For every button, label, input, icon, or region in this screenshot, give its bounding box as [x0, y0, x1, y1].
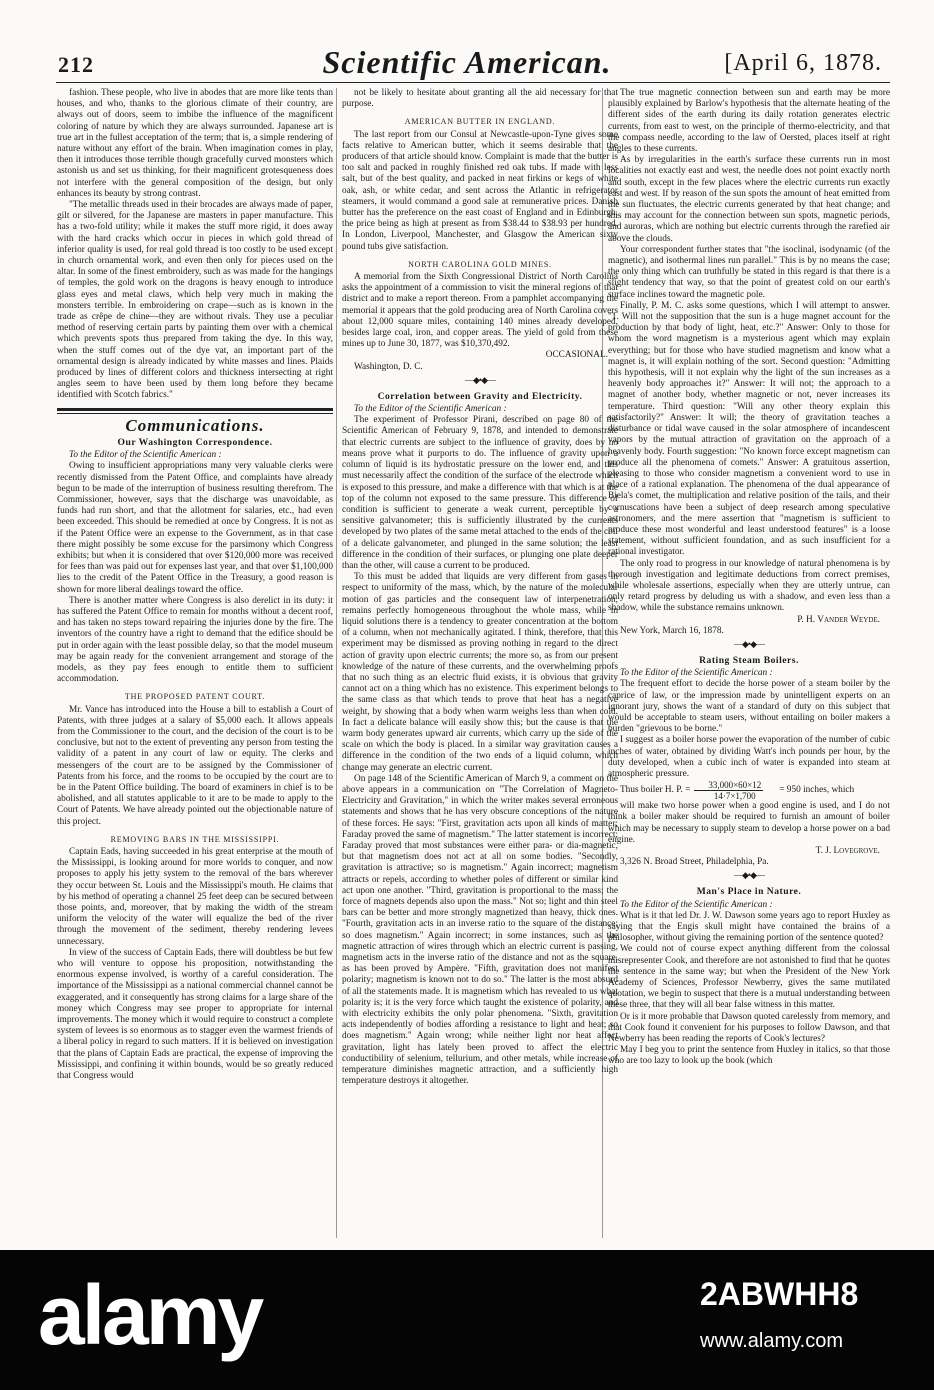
subheading: AMERICAN BUTTER IN ENGLAND. — [404, 117, 556, 127]
editor-line: To the Editor of the Scientific American : — [620, 899, 773, 910]
paragraph: not be likely to hesitate about granting all the aid necessary for that purpose. — [342, 88, 618, 110]
article-heading: Rating Steam Boilers. — [699, 654, 799, 666]
paragraph: What is it that led Dr. J. W. Dawson some years ago to report Huxley as saying that the Engis skull might have contained the brains of a philosopher, without giving the remaining portion of the sentence quoted? — [608, 910, 890, 944]
formula-numerator: 33,000×60×12 — [694, 780, 763, 791]
paragraph: Captain Eads, having succeeded in his great enterprise at the mouth of the Mississippi, is looking around for more worlds to conquer, and now proposes to apply his jetty system to the removal of the bars wherever they occur between St. Louis and the Mississippi's mouth. He claims that by his method of operating a channel 25 feet deep can be secured between those points, and, moreover, that by making the width of the stream uniform the velocity of the water will equalize the bed of the river through the movement of the sediment, thereby rendering levees unnecessary. — [57, 847, 333, 947]
paragraph: May I beg you to print the sentence from Huxley in italics, so that those who are too lazy to look up the book (which — [608, 1045, 890, 1067]
separator-ornament: —◆•◆— — [734, 638, 764, 649]
paragraph: The true magnetic connection between sun and earth may be more plausibly explained by Barlow's hypothesis that the alternate heating of the different sides of the earth during its daily rotation generates electric currents, from east to west, on the principle of thermo-electricity, and that the compass needle, according to the law of Oersted, places itself at right angles to these currents. — [608, 88, 890, 155]
column-divider — [336, 88, 337, 1238]
column-3 — [608, 88, 890, 1238]
paragraph: The last report from our Consul at Newcastle-upon-Tyne gives some facts relative to American butter, which it seems desirable that the producers of that article should know. Complaint is made that the butter is too salt and packed in roughly finished red oak tubs. If made with less salt, but of the best quality, and packed in neat firkins or kegs of white oak, ash, or white cedar, and sent across the Atlantic in refrigerator steamers, it would command a good sale at remunerative prices. Danish butter has the preference on the east coast of England and in Edinburgh, the price being as high at present as from $38.44 to $38.93 per hundred. In London, Liverpool, Manchester, and Glasgow the American sixty pound tubs give satisfaction. — [342, 129, 618, 252]
section-heading: Communications. — [125, 415, 265, 435]
paragraph: A memorial from the Sixth Congressional District of North Carolina asks the appointment of a commission to visit the mineral regions of that district and to make a report thereon. From a pamphlet accompanying the memorial it appears that the gold producing area of North Carolina covers about 12,000 square miles, containing 140 mines already developed, besides large coal, iron, and copper areas. The yield of gold from these mines up to June 30, 1877, was $10,370,492. — [342, 272, 618, 350]
alamy-logo — [38, 1266, 338, 1366]
paragraph: We could not of course expect anything different from the colossal misrepresenter Cook, and therefore are not astonished to find that he quotes the sentence in the same way; but when the President of the New York Academy of Sciences, Professor Newberry, gives the same mutilated quotation, we begin to suspect that there is a mutual understanding between these three, that they will all bear false witness in this matter. — [608, 944, 890, 1011]
paragraph: To this must be added that liquids are very different from gases in respect to uniformity of the mass, which, by the nature of the molecular motion of gas particles and the consequent law of interpenetration, remains perfectly homogeneous throughout the whole mass, while in liquid solutions there is a tendency to greater concentration at the bottom of a column, when not mechanically agitated. I think, therefore, that this experiment may be dismissed as proving nothing in regard to the direct action of gravity upon electric currents; the more so, as from our present knowledge of the nature of these currents, and the overwhelming proofs that no such thing as an electric fluid exists, it is obvious that gravity cannot act on a thing which has no existence. This experiment belongs to the same class as that which tends to prove that heat has a negative weight, by showing that a body when warm weighs less than when cold. In fact a delicate balance will easily show this; but the cause is that the warm body generates upward air currents, which carry up the side of the scale on which the body is placed. In a similar way gravitation causes a difference in the condition of the two ends of a liquid column, which change may generate an electric current. — [342, 572, 618, 773]
separator-ornament: —◆•◆— — [734, 870, 764, 881]
paragraph: Or is it more probable that Dawson quoted carelessly from memory, and that Cook found it convenient for his purposes to follow Dawson, and that Newberry has been reading the reports of Cook's lectures? — [608, 1011, 890, 1045]
subheading: NORTH CAROLINA GOLD MINES. — [408, 259, 552, 269]
paragraph: Finally, P. M. C. asks some questions, which I will attempt to answer. "1. Will not the supposition that the sun is a huge magnet account for the production by that body of light, heat, etc.?" Answer: Only to those for whom the word magnetism is a mysterious agent which may explain everything; but for those who have studied magnetism and know what a magnet is, it will explain nothing of the sort. Second question: "Admitting this hypothesis, will it not explain why the light of the sun increases as a heavenly body approaches it?" Answer: It will not; the approach to a magnet of another body, whether magnetic or not, never increases its temperature. Third question: "Will any other theory explain this satisfactorily?" Answer: It will; the theory of gravitation teaches a disturbance or tidal wave caused in the solar atmosphere of incandescent vapors by the mutual attraction of gravitation on the approach of a heavenly body. Fourth suggestion: "No known force except magnetism can produce all the phenomena of comets." Answer: A gratuitous assertion, pleasing to those who consider magnetism a convenient word to use in place of a rational explanation. The phenomena of the dual appearance of Biela's comet, the multiplication and relative position of the tails, and their cornuscations have been a subject of deep research among speculative astronomers, and the mere assertion that "magnetism is sufficient to produce these most wonderful and least understood features" is a loose statement, without sufficient foundation, and as such insufficient for a rational investigator. — [608, 300, 890, 558]
signature: T. J. Lovegrove. — [815, 846, 880, 856]
alamy-logo-text: alamy — [38, 1268, 262, 1362]
paragraph: "The metallic threads used in their brocades are always made of paper, gilt or silvered, for the Japanese are masters in paper manufacture. This has a two-fold utility; while it makes the stuff more rigid, it does away with the hard cracks which occur in pieces in which gold thread of inferior quality is used, for real gold thread is too costly to be used except in church ornamental work, and even then only for pieces used on the altar. In some of the finest embroidery, such as was made for the hangings of temples, the gold work on the dragons is heavy enough to introduce glass eyes and metal claws, which help very much in making the monsters terrible. In embroidering on crape—such as is known in the trade as crêpe de chine—they are without rivals. They use a peculiar method of reserving certain parts by painting them over with a chemical which prevents spots thus prepared from taking the dye. In this way, when the stuff comes out of the dye vat, an important part of the ornamental design is already indicated by white masses and lines. Plaids produced by lines of different colors and thickness intersecting at right angles seem to have been used by them long before they became identified with Scotch fabrics." — [57, 200, 333, 401]
signature: P. H. Vander Weyde. — [797, 614, 880, 625]
formula-denominator: 14·7×1,700 — [713, 791, 756, 802]
subheading: THE PROPOSED PATENT COURT. — [124, 692, 266, 702]
paragraph: As by irregularities in the earth's surface these currents run in most localities not exactly east and west, the needle does not point exactly north and south, except in the few places where the electric currents run exactly east and west. If by reason of the sun spots the amount of heat emitted from the sun fluctuates, the electric currents generated by that heat change; and this may account for the connection between sun spots, magnetic periods, and auroras, which are nothing but electric currents through the rarefied air above the clouds. — [608, 155, 890, 244]
column-2 — [342, 88, 618, 1238]
separator-ornament: —◆•◆— — [465, 374, 495, 385]
article-heading: Man's Place in Nature. — [696, 886, 802, 898]
paragraph: The only road to progress in our knowledge of natural phenomena is by thorough investigation and legitimate deductions from correct premises, while wholesale assertions, especially when they are utterly untrue, can only retard progress by deluding us with a shadow, and even less than a shadow, while the substance remains unknown. — [608, 558, 890, 614]
paragraph: Owing to insufficient appropriations many very valuable clerks were recently dismissed from the Patent Office, and complaints have already begun to be made of the interruption of business resulting therefrom. The Commissioner, however, says that the discharge was unavoidable, as funds had run short, and that the allotment for salaries, etc., had even been exceeded. This should be remedied at once by Congress. It is not as if the Patent Office were an expense to the Government, as in that case there might possibly be some excuse for the parsimony which Congress exhibits; but when it is considered that over $120,000 more was received for fees than was paid out for expenses last year, and that over $1,100,000 lies to the credit of the Patent Office in the Treasury, a good reason is shown for more liberal dealings toward the office. — [57, 461, 333, 595]
paragraph: Your correspondent further states that "the isoclinal, isodynamic (of the magnetic), and isothermal lines run parallel." This is by no means the case; the only thing which can truthfully be stated in this regard is that there is a slight tendency that way, so that the point of greatest cold on our earth's surface inclines toward the magnetic pole. — [608, 244, 890, 300]
subheading: REMOVING BARS IN THE MISSISSIPPI. — [110, 834, 280, 844]
paragraph: In view of the success of Captain Eads, there will doubtless be but few who will venture to oppose his proposition, notwithstanding the enormous expense involved, is worthy of a careful consideration. The importance of the Mississippi as a national commercial channel cannot be exaggerated, and it consequently has strong claims for a large share of the money which Congress may see proper to appropriate for internal improvements. The money which it would require to construct a complete system of levees is so enormous as to stagger even the warmest friends of a liberal policy in regard to such matters. If it is believed on investigation that the plans of Captain Eads are practical, the expense of improving the Mississippi, and confining it within bounds, would be so greatly reduced that Congress would — [57, 947, 333, 1082]
signature: OCCASIONAL. — [545, 350, 608, 361]
dateline: Washington, D. C. — [354, 361, 423, 372]
issue-date: [April 6, 1878. — [724, 50, 882, 76]
formula-fraction — [694, 780, 763, 801]
paragraph: The frequent effort to decide the horse power of a steam boiler by the caprice of law, or the impression made by unintelligent experts on an ignorant jury, shows the want of a standard of duty on this subject that would be acceptable to steam users, without entailing on boiler makers a burden "grievous to be borne." — [608, 679, 890, 735]
editor-line: To the Editor of the Scientific American : — [69, 450, 222, 461]
paragraph: will make two horse power when a good engine is used, and I do not think a boiler maker should be required to furnish an amount of boiler which may be necessary to supply steam to develop a horse power on a bad engine. — [608, 801, 890, 845]
paragraph: fashion. These people, who live in abodes that are more like tents than houses, and who, thanks to the glorious climate of their country, are always out of doors, seem to imbibe the influence of the magnificent coloring of nature by which they are always surrounded. Japanese art is true art in the fullest acceptation of the term; that is, a simple rendering of nature without any effort of the brain. When imagination comes in play, then it introduces those terrible though gracefully curved monsters which astonish us and set us thinking, for their magnificent grotesqueness does not interfere with the general composition of the design, but only enhances its beauty by strong contrast. — [57, 88, 333, 199]
formula-lead: Thus boiler H. P. = — [620, 785, 691, 796]
formula-tail: = 950 inches, which — [779, 785, 855, 796]
paragraph: On page 148 of the Scientific American of March 9, a comment on the above appears in a communication on "The Correlation of Magneto-Electricity and Gravitation," in which the writer makes several erroneous statements and shows that he has very obscure conceptions of the nature of these forces. He says: "First, gravitation acts upon all kinds of matter; Faraday proved the same of magnetism." The latter statement is incorrect; Faraday proved that most substances were either para- or dia-magnetic, but that magnetism does not act at all on some bodies. "Secondly, gravitation is attractive; so is magnetism." Again incorrect; magnetism attracts or repels, according to whether poles of different or similar kind act upon one another. "Third, gravitation is proportional to the mass; the force of magnets depends also upon the mass." Not so; light and thin steel bars can be better and more strongly magnetized than heavy, thick ones. "Fourth, gravitation acts in an inverse ratio to the square of the distance; so does magnetism." Again incorrect; in some instances, such as the magnetic attraction of wires through which an electric current is passing, magnetism acts in the inverse ratio of the distance and not as the square, as has been proved by Ampère. "Fifth, gravitation does not manifest polarity; magnetism is known not to do so." The latter is the most absurd of all the statements made. It is magnetism which has revealed to us what polarity is; it is the very force which taught the existence of polarity, and with electricity exhibits the only polar phenomena. "Sixth, gravitation acts independently of bodies affording a resistance to light and heat; so does magnetism." Again wrong; while neither light nor heat affect gravitation, light has lately been proved to affect the electric conductibility of selenium, tellurium, and other metals, while increase of temperature diminishes magnetic attraction, and a sufficiently high temperature destroys it altogether. — [342, 773, 618, 1087]
section-rule — [57, 408, 333, 411]
page-number: 212 — [58, 52, 94, 77]
image-id: 2ABWHH8 — [700, 1276, 859, 1312]
paragraph: There is another matter where Congress is also derelict in its duty: it has suffered the Patent Office to remain for months without a decent roof, and has taken no steps toward repairing the injuries done by the fire. The inventors of the country have a right to demand that the edifice should be put in order again with the least possible delay, so that the model museum may be again ready for the convenient arrangement and storage of the models, as they pay fees enough to entitle them to sufficient accommodation. — [57, 595, 333, 685]
header-rule — [56, 82, 890, 83]
paragraph: Mr. Vance has introduced into the House a bill to establish a Court of Patents, with three judges at a salary of $5,000 each. It allows appeals from the Commissioner to the court, and the decision of the court is to be conclusive, but not to the extent of preventing any person from testing the validity of a patent in any court of law or equity. The clerks and messengers of the court are to be assigned by the Commissioner of Patents from his force, and the rooms to be occupied by the court are to be in the Patent Office building. The board of examiners in chief is to be abolished, and all statutes applicable to it are to be made to apply to the Court of Patents. We have already pointed out the objectionable nature of this project. — [57, 704, 333, 827]
article-heading: Correlation between Gravity and Electricity. — [377, 390, 583, 402]
column-1 — [57, 88, 333, 1238]
article-heading: Our Washington Correspondence. — [117, 436, 273, 448]
website-url: www.alamy.com — [700, 1330, 843, 1352]
dateline: New York, March 16, 1878. — [620, 625, 724, 636]
masthead-title: Scientific American. — [322, 44, 612, 80]
editor-line: To the Editor of the Scientific American : — [354, 404, 507, 415]
paragraph: The experiment of Professor Pirani, described on page 80 of the Scientific American of February 9, 1878, and intended to demonstrate that electric currents are subject to the influence of gravity, does by no means prove what it purports to do. The influence of gravity upon a column of liquid is its hydrostatic pressure on the lower end, and this must necessarily affect the condition of the surface of the electrode which is exposed to this pressure, and make a difference with that which is at the top of the column not exposed to the same pressure. This difference of condition is sufficient to generate a weak current, perceptible by a sensitive galvanometer; this is sufficiently illustrated by the currents developed by two plates of the same metal attached to the ends of the coil of a delicate galvanometer, and plunged in the same solution; the least difference in the condition of their surfaces, or plunging one plate deeper than the other, will cause a current to be produced. — [342, 415, 618, 571]
paragraph: I suggest as a boiler horse power the evaporation of the number of cubic inches of water, obtained by dividing Watt's inch pounds per hour, by the duty developed, when a cubic inch of water is expanded into steam at atmospheric pressure. — [608, 735, 890, 779]
editor-line: To the Editor of the Scientific American : — [620, 668, 773, 679]
section-rule — [57, 413, 333, 414]
formula — [608, 780, 890, 801]
dateline: 3,326 N. Broad Street, Philadelphia, Pa. — [620, 857, 769, 868]
